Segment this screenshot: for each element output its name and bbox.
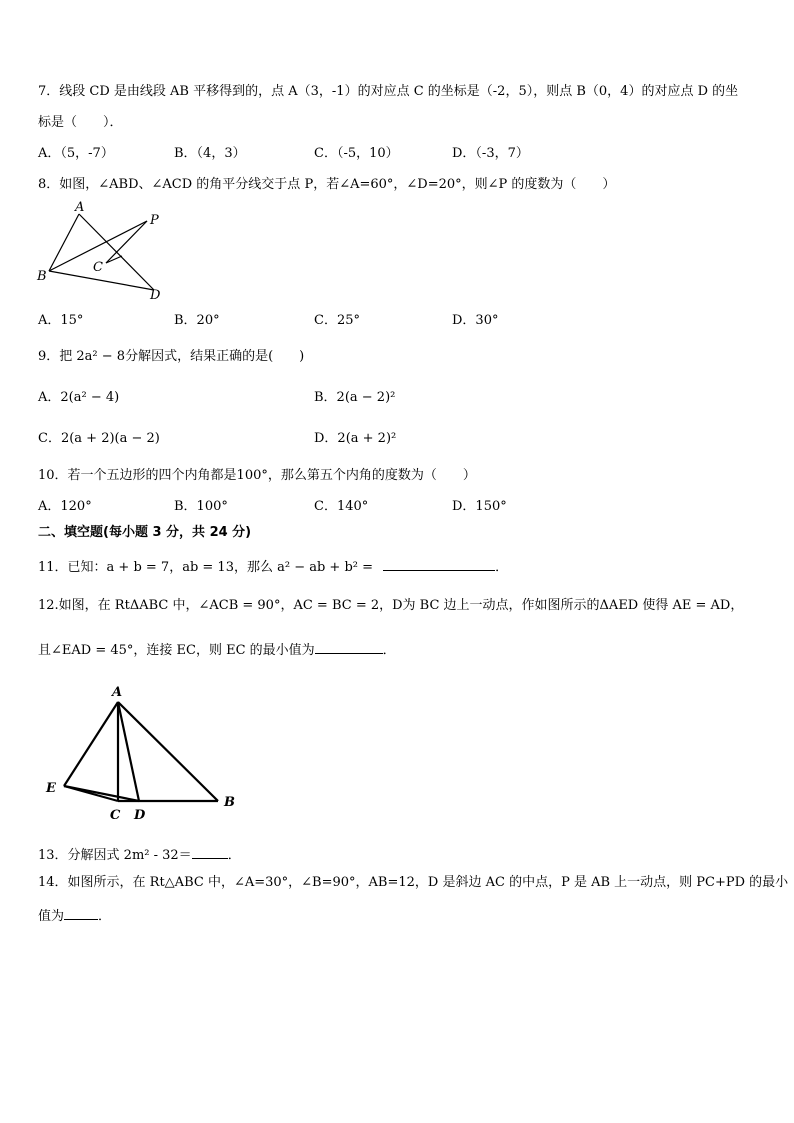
q10-option-a: A．120° bbox=[38, 499, 92, 514]
q12-line2-row bbox=[38, 639, 396, 660]
q9-option-b: B．2(a − 2)² bbox=[314, 390, 396, 405]
q7-option-c: C．（-5，10） bbox=[314, 146, 399, 161]
q8-label-b: B bbox=[37, 269, 47, 284]
q12-figure bbox=[38, 678, 244, 826]
q8-figure bbox=[30, 198, 180, 304]
q11-answer-blank[interactable] bbox=[383, 556, 495, 571]
q12-label-d: D bbox=[134, 808, 146, 823]
q12-end: ． bbox=[382, 643, 396, 658]
q13-line bbox=[38, 844, 241, 865]
q7-option-b: B．（4，3） bbox=[174, 146, 246, 161]
q12-label-c: C bbox=[110, 808, 121, 823]
q11-text: 11．已知：a + b = 7，ab = 13，那么 a² − ab + b² = bbox=[38, 560, 374, 575]
q7-line2: 标是（ ）． bbox=[38, 115, 123, 130]
q9-option-d: D．2(a + 2)² bbox=[314, 431, 397, 446]
q12-segment-ab bbox=[118, 702, 218, 801]
q13-end: ． bbox=[227, 848, 241, 863]
q10-text: 10．若一个五边形的四个内角都是100°，那么第五个内角的度数为（ ） bbox=[38, 468, 476, 483]
q14-line1: 14．如图所示，在 Rt△ABC 中，∠A=30°，∠B=90°，AB=12，D 是斜边 AC 的中点，P 是 AB 上一动点，则 PC+PD 的最小 bbox=[38, 875, 789, 890]
q13-text: 13．分解因式 2m² - 32＝ bbox=[38, 848, 192, 863]
q9-option-c: C．2(a + 2)(a − 2) bbox=[38, 431, 160, 446]
q8-option-a: A．15° bbox=[38, 313, 84, 328]
q8-option-c: C．25° bbox=[314, 313, 360, 328]
q8-option-b: B．20° bbox=[174, 313, 220, 328]
q12-segment-ec bbox=[64, 786, 118, 801]
q8-text: 8．如图，∠ABD、∠ACD 的角平分线交于点 P，若∠A=60°，∠D=20°，则∠P 的度数为（ ） bbox=[38, 177, 616, 192]
q11-line bbox=[38, 556, 508, 577]
q8-label-c: C bbox=[93, 260, 103, 275]
q8-segment-cp bbox=[106, 221, 147, 263]
q12-line2: 且∠EAD = 45°，连接 EC，则 EC 的最小值为 bbox=[38, 643, 315, 658]
q7-line1: 7．线段 CD 是由线段 AB 平移得到的，点 A（3，-1）的对应点 C 的坐标是（-2，5），则点 B（0，4）的对应点 D 的坐 bbox=[38, 84, 739, 99]
q12-line1: 12.如图，在 RtΔABC 中，∠ACB = 90°，AC = BC = 2，D为 BC 边上一动点，作如图所示的ΔAED 使得 AE = AD， bbox=[38, 598, 744, 613]
q14-line2: 值为 bbox=[38, 909, 65, 924]
q10-option-b: B．100° bbox=[174, 499, 228, 514]
q12-label-a: A bbox=[112, 685, 123, 700]
q7-option-a: A．（5，-7） bbox=[38, 146, 114, 161]
q9-option-a: A．2(a² − 4) bbox=[38, 390, 120, 405]
q9-text: 9．把 2a² − 8分解因式，结果正确的是( ) bbox=[38, 349, 305, 364]
section2-heading: 二、填空题(每小题 3 分，共 24 分) bbox=[38, 525, 252, 540]
q11-end: ． bbox=[495, 560, 509, 575]
q8-segment-ba bbox=[49, 214, 79, 271]
q8-label-d: D bbox=[150, 288, 161, 303]
q12-label-e: E bbox=[46, 781, 56, 796]
q14-end: ． bbox=[98, 909, 112, 924]
q12-label-b: B bbox=[224, 795, 235, 810]
q7-option-d: D．（-3，7） bbox=[452, 146, 529, 161]
q14-line2-row bbox=[38, 905, 111, 926]
q13-answer-blank[interactable] bbox=[192, 844, 228, 859]
q8-label-a: A bbox=[75, 200, 85, 215]
q8-option-d: D．30° bbox=[452, 313, 499, 328]
q8-segment-c-ad bbox=[106, 256, 122, 263]
q8-label-p: P bbox=[150, 213, 159, 228]
q12-segment-ae bbox=[64, 702, 118, 786]
q10-option-d: D．150° bbox=[452, 499, 507, 514]
q12-segment-ad bbox=[118, 702, 139, 801]
q14-answer-blank[interactable] bbox=[64, 905, 98, 920]
q10-option-c: C．140° bbox=[314, 499, 369, 514]
q12-answer-blank[interactable] bbox=[315, 639, 383, 654]
